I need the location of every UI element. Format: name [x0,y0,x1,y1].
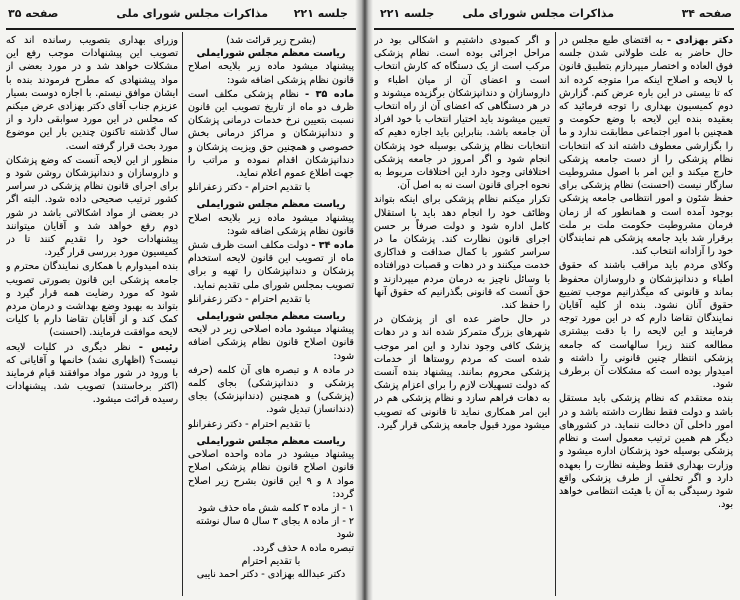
speech-text: به اقتضای طبع مجلس در حال حاضر به علت طولانی شدن جلسه فوق العاده و اختصار میپردازم بتطبیق قانون با لایحه و اصلاح اینکه مرا متوجه کرده اند که تا بیستی در این باره عرض کنم. گزارش دوم کمیسیون بهداری را توجه فرمائید که بعقیده بنده این لایحه با وضع حکومت و همچنین با امور اجتماعی مطابقت ندارد و ما را بگزارشی معطوف داشته اند که انتخابات نظام پزشکی را از دست جامعه پزشکی خارج میکند و این امر با اصول مشروطیت سازگار نیست (احسنت) نظام پزشکی برای حفظ شئون و امور انتظامی جامعه پزشکی بوجود آمده است و همانطور که از زمان فرمان مشروطیت حکومت ملت بر ملت برقرار شد باید جامعه پزشکی هم نمایندگان خود را آزادانه انتخاب کند. [559,35,733,258]
proposal-intro: پیشنهاد میشود در ماده واحده اصلاحی قانون اصلاح قانون نظام پزشکی اصلاح مواد ۸ و ۹ این قانون بشرح زیر اصلاح گردد: [188,449,354,500]
speech-text: منظور از این لایحه آنست که وضع پزشکان و داروسازان و دندانپزشکان روشن شود و برای اجرای قانون نظام پزشکی در سراسر کشور ترتیب صحیحی داده شود. البته اگر در بعضی از مواد اشکالاتی باشد در شور دوم رفع خواهد شد و آقایان میتوانند پیشنهادات خود را تقدیم کنند تا در کمیسیون مورد بررسی قرار گیرد. [6,154,178,259]
speech-text: بنده معتقدم که نظام پزشکی باید مستقل باشد و دولت فقط نظارت داشته باشد و در امور داخلی آن دخالت ننماید. در کشورهای دیگر هم همین ترتیب معمول است و نظام پزشکی بوسیله خود پزشکان اداره میشود و وزارت بهداری فقط وظیفه نظارت را بعهده دارد و اگر تخلفی از طرف پزشکی واقع شود رسیدگی به آن با هیئت انتظامی خواهد بود. [559,393,733,511]
proposal-block [188,435,354,581]
speaker-name: دکتر بهزادی - [667,35,733,46]
proposal-block [188,47,354,194]
article-text: نظام پزشکی مکلف است ظرف دو ماه از تاریخ تصویب این قانون نسبت بتعیین نرخ خدمات درمانی پزشکان و دندانپزشکان و مراکز درمانی بخش خصوصی و همچنین حق ویزیت پزشکان و دندانپزشکان اقدام نموده و مراتب را جهت اطلاع عموم اعلام نماید. [188,88,354,180]
speech-text: تکرار میکنم نظام پزشکی برای اینکه بتواند وظائف خود را انجام دهد باید با استقلال کامل اداره شود و دولت صرفاً بر حسن اجرای قانون نظارت کند. پزشکان ما در سراسر کشور با کمال صداقت و فداکاری خدمت میکنند و در دهات و قصبات دورافتاده با وسائل ناچیز به درمان مردم میپردازند و حق آنست که قانونی بگذرانیم که حقوق آنها را حفظ کند. [374,194,550,312]
header-rule [374,28,734,30]
speech-text: وزرای بهداری بتصویب رسانده اند که تصویب این پیشنهادات موجب رفع این مشکلات خواهد شد و در مورد بعضی از مواد پیشنهادی که مطرح فرمودند بنده با ایشان موافق نیستم. با اجازه دوست بسیار عزیزم جناب آقای دکتر بهزادی عرض میکنم که مجلس در این مورد سوابقی دارد و از سال گذشته تاکنون چندین بار این موضوع مورد بحث قرار گرفته است. [6,35,178,152]
proposal-intro: پیشنهاد میشود ماده اصلاحی زیر در لایحه قانون اصلاح قانون نظام پزشکی اضافه شود: [188,324,354,362]
proposal-block [188,310,354,431]
left-page-right-column [188,34,354,596]
proposal-addressee: ریاست معظم مجلس شورایملی [196,435,346,447]
proposal-signature: با تقدیم احترام - دکتر زعفرانلو [188,182,311,194]
proposal-block [188,198,354,306]
right-page [366,0,740,600]
proposal-item: ۲ - از ماده ۸ بجای ۳ سال ۵ سال نوشته شود [195,516,354,541]
speech-text: بنده امیدوارم با همکاری نمایندگان محترم و جامعه پزشکی این قانون بصورتی تصویب شود که مورد رضایت همه قرار گیرد و بتواند به بهبود وضع بهداشت و درمان مردم کمک کند و از آقایان تقاضا دارم با کلیات لایحه موافقت فرمایند. (احسنت) [6,261,178,339]
read-note: (بشرح زیر قرائت شد) [226,35,316,46]
speech-text: وکلای مردم باید مراقب باشند که حقوق اطباء و دندانپزشکان و داروسازان محفوظ بماند و قانونی که میگذرانیم موجب تضییع حقوق آنان نشود. بنده از کلیه آقایان نمایندگان تقاضا دارم که در این مورد توجه فرمایند و این لایحه را با دقت بیشتری مطالعه کنند زیرا سالهاست که جامعه پزشکی انتظار چنین قانونی را داشته و امیدوار بوده است که مشکلات آن برطرف شود. [559,260,733,391]
left-page [0,0,362,600]
page-number: صفحه ۳۵ [8,7,59,20]
page-number: صفحه ۳۴ [681,7,732,20]
proposal-addressee: ریاست معظم مجلس شورایملی [196,199,346,211]
proposal-signature: با تقدیم احترام - دکتر زعفرانلو [188,418,311,430]
page-title: مذاکرات مجلس شورای ملی [462,7,614,20]
proposal-addressee: ریاست معظم مجلس شورایملی [196,48,346,60]
proposal-item: تبصره ماده ۸ حذف گردد. [252,542,354,554]
speech-text: در حال حاضر عده ای از پزشکان در شهرهای بزرگ متمرکز شده اند و در دهات پزشک کافی وجود ندارد و این امر موجب شده است که مردم روستاها از خدمات پزشکی محروم بمانند. پیشنهاد بنده آنست که دولت تسهیلات لازم را برای اعزام پزشک به دهات فراهم سازد و نظام پزشکی هم در این امر همکاری نماید تا قانونی که تصویب میشود مورد قبول جامعه پزشکی قرار گیرد. [374,314,550,431]
session-number: جلسه ۲۲۱ [380,7,435,20]
column-divider [555,32,556,596]
left-page-left-column [6,34,178,596]
session-number: جلسه ۲۲۱ [293,7,348,20]
proposal-item: ۱ - از ماده ۳ کلمه شش ماه حذف شود [198,502,354,514]
column-divider [182,32,183,596]
article-label: ماده ۳۵ - [305,88,354,100]
proposal-signature: با تقدیم احترام [241,555,301,567]
article-text: در ماده ۸ و تبصره های آن کلمه (حرفه پزشکی و دندانپزشکی) بجای کلمه (پزشکی) و همچنین (دندانپزشک) بجای (دندانساز) تبدیل شود. [188,364,354,416]
proposal-addressee: ریاست معظم مجلس شورایملی [196,311,346,323]
article-text: دولت مکلف است ظرف شش ماه از تصویب این قانون لایحه استخدام پزشکان و دندانپزشکان را تهیه و برای تصویب بمجلس شورای ملی تقدیم نماید. [188,240,354,291]
page-title: مذاکرات مجلس شورای ملی [116,7,268,20]
proposal-intro: پیشنهاد میشود ماده زیر بلایحه اصلاح قانون نظام پزشکی اضافه شود: [188,212,354,237]
article-label: ماده ۳۴ - [311,240,354,252]
proposal-signers: دکتر عبدالله بهزادی - دکتر احمد نایبی [196,568,346,580]
right-page-right-column [559,34,733,596]
right-page-left-column [374,34,550,596]
proposal-intro: پیشنهاد میشود ماده زیر بلایحه اصلاح قانون نظام پزشکی اضافه شود: [188,61,354,86]
speaker-name: رئیس - [138,341,178,353]
speech-text: نظر دیگری در کلیات لایحه نیست؟ (اظهاری نشد) خانمها و آقایانی که با ورود در شور مواد موافقند قیام فرمایند (اکثر برخاستند) تصویب شد. پیشنهادات رسیده قرائت میشود. [6,341,178,406]
proposal-signature: با تقدیم احترام - دکتر زعفرانلو [188,293,311,305]
speech-text: و اگر کمبودی داشتیم و اشکالی بود در مراحل اجرائی بوده است. نظام پزشکی مرکب است از یک دستگاه که کارش انتخاب است و اعضای آن از میان اطباء و داروسازان و دندانپزشکان برگزیده میشوند و در هر دستگاهی که اعضای آن از راه انتخاب تعیین میشوند باید اختیار انتخاب با خود افراد آن جامعه باشد. بنابراین باید اجازه دهیم که انتخابات نظام پزشکی بوسیله خود پزشکان انجام شود و اگر امروز در جامعه پزشکی اختلافاتی وجود دارد این اختلافات مربوط به نحوه اجرای قانون است نه به اصل آن. [374,35,550,192]
header-rule [6,28,356,30]
